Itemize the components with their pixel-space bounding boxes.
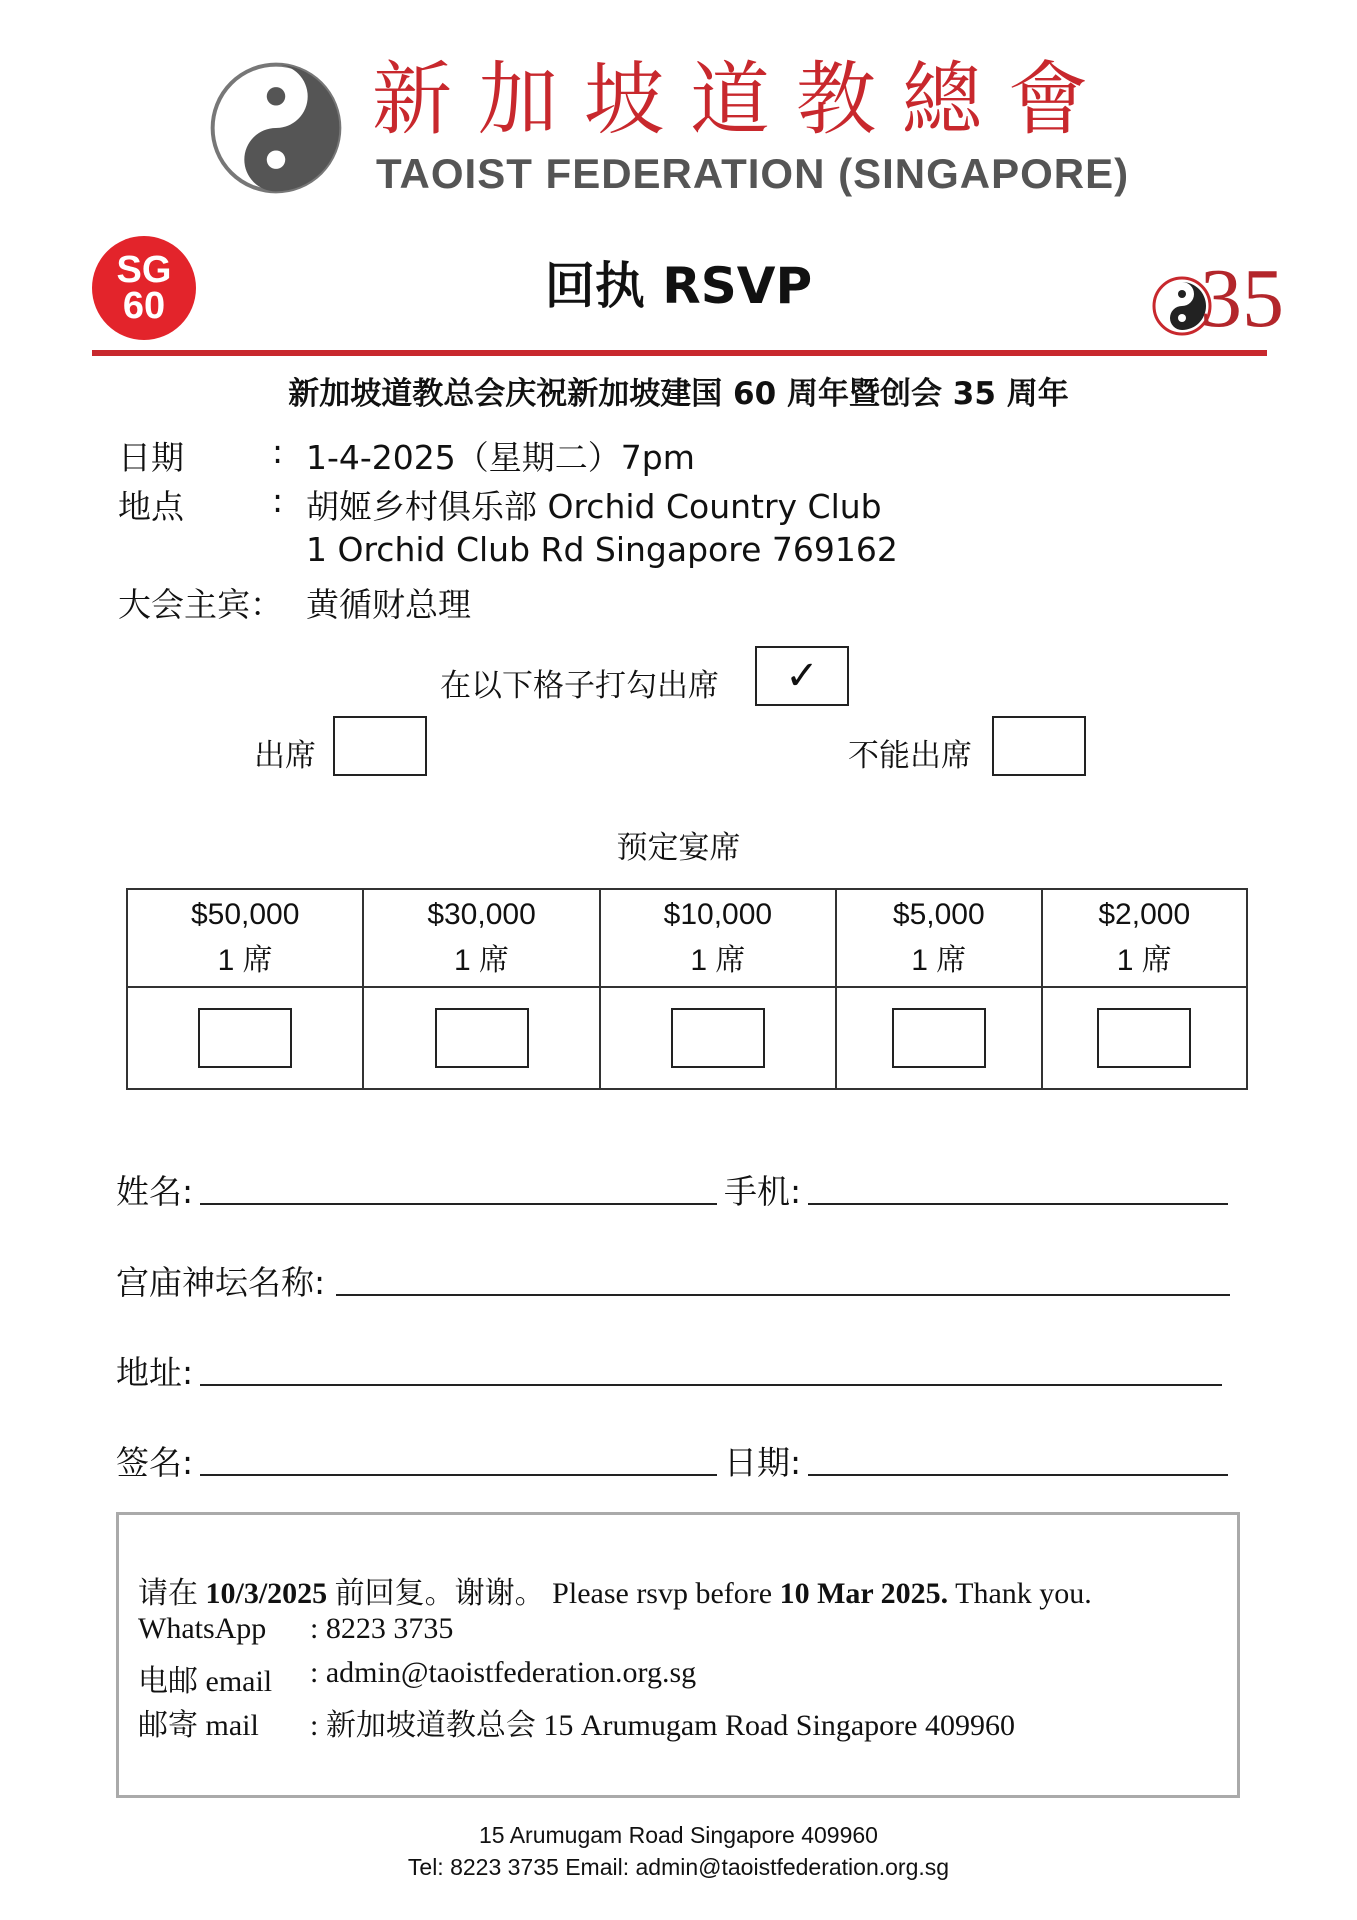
date-colon: : — [272, 432, 284, 471]
org-name-chinese: 新加坡道教總會 — [372, 53, 1114, 146]
tier-cell — [1042, 889, 1247, 987]
attend-checkbox[interactable] — [333, 716, 427, 776]
date-value: 1-4-2025（星期二）7pm — [306, 438, 695, 477]
venue-line-1: 胡姬乡村俱乐部 Orchid Country Club — [306, 487, 882, 526]
guest-value: 黄循财总理 — [306, 585, 471, 624]
signature-field[interactable] — [200, 1474, 717, 1476]
tier-price: $5,000 — [892, 898, 985, 931]
table-booking-grid — [126, 888, 1248, 1090]
attend-label: 出席 — [254, 738, 316, 774]
tier-checkbox-cell — [836, 987, 1041, 1089]
tier-50000-checkbox[interactable] — [198, 1008, 292, 1068]
mail-label: 邮寄 mail — [138, 1709, 259, 1742]
deadline-text-en-2: Thank you. — [948, 1577, 1092, 1610]
deadline-text-en: Please rsvp before — [544, 1577, 780, 1610]
deadline-text-cn-2: 前回复。谢谢。 — [327, 1577, 545, 1610]
guest-label: 大会主宾： — [118, 585, 283, 624]
tier-price: $10,000 — [663, 898, 773, 931]
deadline-text-cn: 请在 — [138, 1577, 206, 1610]
page-title: 回执 RSVP — [544, 257, 813, 315]
name-label: 姓名: — [116, 1172, 194, 1211]
mail-address: : 新加坡道教总会 15 Arumugam Road Singapore 409960 — [310, 1709, 1015, 1742]
tier-quantity: 1 席 — [217, 944, 273, 977]
not-attend-checkbox[interactable] — [992, 716, 1086, 776]
tier-cell — [836, 889, 1041, 987]
mobile-field[interactable] — [808, 1203, 1228, 1205]
tier-checkbox-cell — [363, 987, 599, 1089]
tier-2000-checkbox[interactable] — [1097, 1008, 1191, 1068]
tier-price: $30,000 — [427, 898, 536, 931]
address-field[interactable] — [200, 1384, 1222, 1386]
tier-quantity: 1 席 — [1116, 944, 1172, 977]
header-divider — [92, 350, 1267, 356]
sample-checkbox — [755, 646, 849, 706]
signature-label: 签名: — [116, 1443, 194, 1482]
table-booking-caption: 预定宴席 — [616, 830, 741, 866]
email-label: 电邮 email — [138, 1665, 273, 1698]
check-mark-icon: ✓ — [785, 653, 819, 699]
tier-checkbox-cell — [127, 987, 363, 1089]
footer-address: 15 Arumugam Road Singapore 409960 — [479, 1822, 878, 1848]
email-address[interactable]: : admin@taoistfederation.org.sg — [310, 1656, 697, 1689]
date-label: 日期 — [118, 438, 184, 477]
tier-quantity: 1 席 — [454, 944, 510, 977]
deadline-date-cn: 10/3/2025 — [205, 1577, 328, 1610]
sg60-text-top: SG — [116, 249, 172, 291]
tier-5000-checkbox[interactable] — [892, 1008, 986, 1068]
anniversary-number: 35 — [1200, 252, 1284, 345]
footer-contact: Tel: 8223 3735 Email: admin@taoistfederation.org.sg — [407, 1854, 950, 1880]
tier-quantity: 1 席 — [911, 944, 967, 977]
sign-date-field[interactable] — [808, 1474, 1228, 1476]
whatsapp-label: WhatsApp — [138, 1612, 267, 1645]
tier-quantity: 1 席 — [690, 944, 746, 977]
tier-10000-checkbox[interactable] — [671, 1008, 765, 1068]
tier-price: $2,000 — [1098, 898, 1191, 931]
tier-price: $50,000 — [190, 898, 300, 931]
anniversary-logo — [1148, 238, 1284, 345]
whatsapp-number[interactable]: : 8223 3735 — [310, 1612, 454, 1645]
anniversary-yin-yang-icon — [1148, 238, 1284, 345]
sign-date-label: 日期: — [724, 1443, 802, 1482]
sg60-text-bottom: 60 — [122, 285, 166, 327]
rsvp-note-box — [116, 1512, 1240, 1798]
mobile-label: 手机: — [724, 1172, 802, 1211]
org-name-english: TAOIST FEDERATION (SINGAPORE) — [376, 150, 1130, 197]
temple-name-field[interactable] — [336, 1294, 1230, 1296]
tier-cell — [127, 889, 363, 987]
temple-name-label: 宫庙神坛名称: — [116, 1263, 326, 1302]
tier-checkbox-cell — [1042, 987, 1247, 1089]
venue-label: 地点 — [118, 487, 184, 526]
tier-checkbox-cell — [600, 987, 836, 1089]
tier-cell — [363, 889, 599, 987]
event-subtitle: 新加坡道教总会庆祝新加坡建国 60 周年暨创会 35 周年 — [288, 376, 1069, 412]
deadline-date-en: 10 Mar 2025. — [779, 1577, 949, 1610]
yin-yang-logo-icon — [210, 62, 342, 194]
venue-colon: : — [272, 481, 284, 520]
tier-cell — [600, 889, 836, 987]
name-field[interactable] — [200, 1203, 717, 1205]
not-attend-label: 不能出席 — [848, 738, 972, 774]
attendance-instruction: 在以下格子打勾出席 — [440, 668, 719, 704]
tier-30000-checkbox[interactable] — [435, 1008, 529, 1068]
venue-line-2: 1 Orchid Club Rd Singapore 769162 — [306, 530, 898, 569]
rsvp-deadline-line — [138, 1568, 1092, 1612]
address-label: 地址: — [116, 1353, 194, 1392]
